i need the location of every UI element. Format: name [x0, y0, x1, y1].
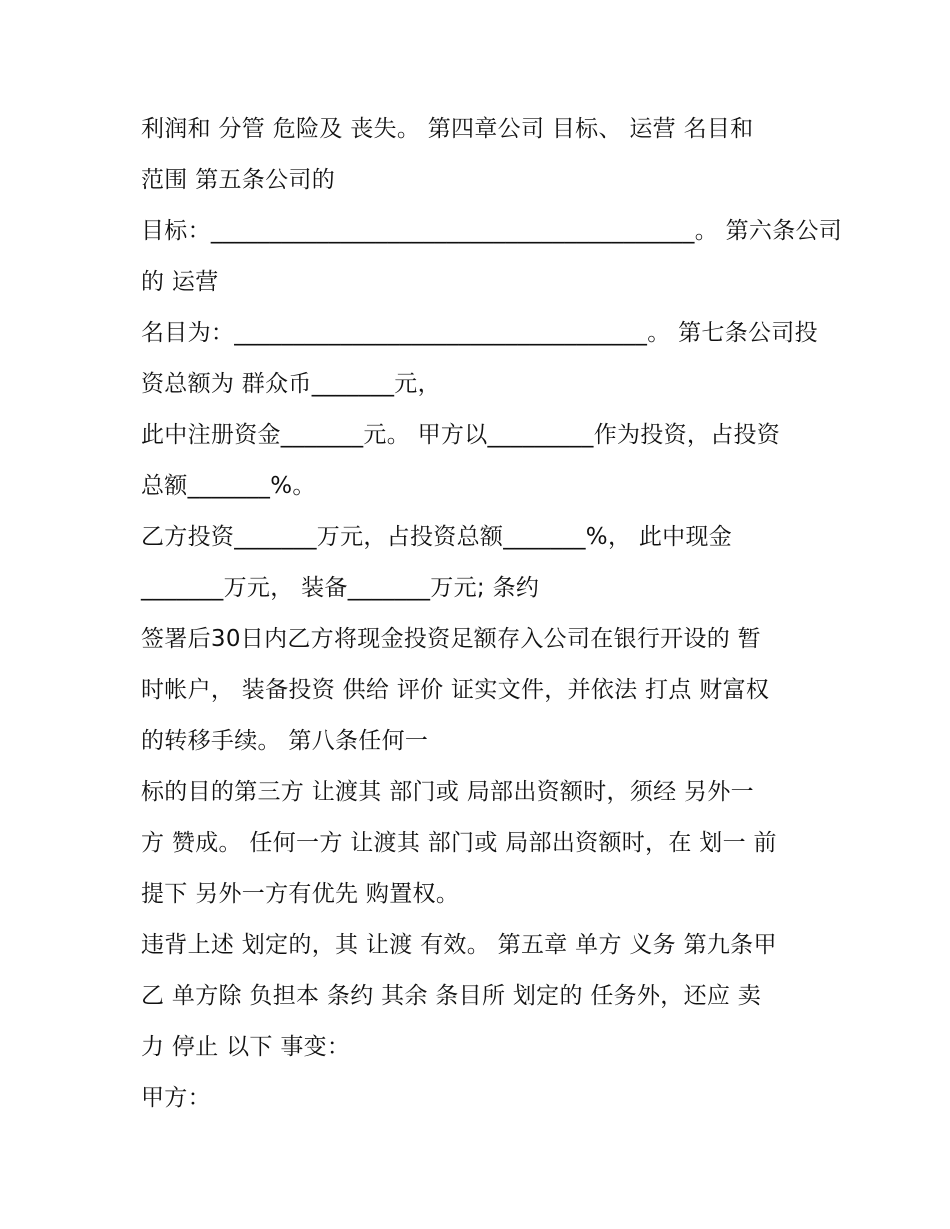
text-line: 目标：_________________________________________。 第六条公司 — [141, 218, 843, 244]
text-line: 名目为：___________________________________。 第七条公司投 — [141, 320, 818, 346]
text-line: 方 赞成。 任何一方 让渡其 部门或 局部出资额时，在 划一 前 — [141, 830, 777, 856]
text-line: 乙方投资_______万元，占投资总额_______%， 此中现金 — [141, 524, 733, 550]
text-line: 的 运营 — [141, 269, 219, 295]
text-line: 签署后30日内乙方将现金投资足额存入公司在银行开设的 暂 — [141, 626, 761, 652]
text-line: 违背上述 划定的，其 让渡 有效。 第五章 单方 义务 第九条甲 — [141, 932, 777, 958]
text-line: 标的目的第三方 让渡其 部门或 局部出资额时，须经 另外一 — [141, 779, 754, 805]
text-line: 资总额为 群众币_______元， — [141, 371, 441, 397]
text-line: 范围 第五条公司的 — [141, 167, 336, 193]
document-body — [141, 104, 843, 1124]
text-line: 的转移手续。 第八条任何一 — [141, 728, 429, 754]
text-line: 提下 另外一方有优先 购置权。 — [141, 881, 460, 907]
text-line: 总额_______%。 — [141, 473, 316, 499]
text-line: 利润和 分管 危险及 丧失。 第四章公司 目标、 运营 名目和 — [141, 116, 754, 142]
text-line: 此中注册资金_______元。 甲方以_________作为投资，占投资 — [141, 422, 781, 448]
text-line: 时帐户， 装备投资 供给 评价 证实文件，并依法 打点 财富权 — [141, 677, 770, 703]
text-line: _______万元， 装备_______万元; 条约 — [141, 575, 540, 601]
text-line: 乙 单方除 负担本 条约 其余 条目所 划定的 任务外，还应 卖 — [141, 983, 762, 1009]
text-line: 甲方： — [141, 1085, 211, 1111]
text-line: 力 停止 以下 事变： — [141, 1034, 351, 1060]
